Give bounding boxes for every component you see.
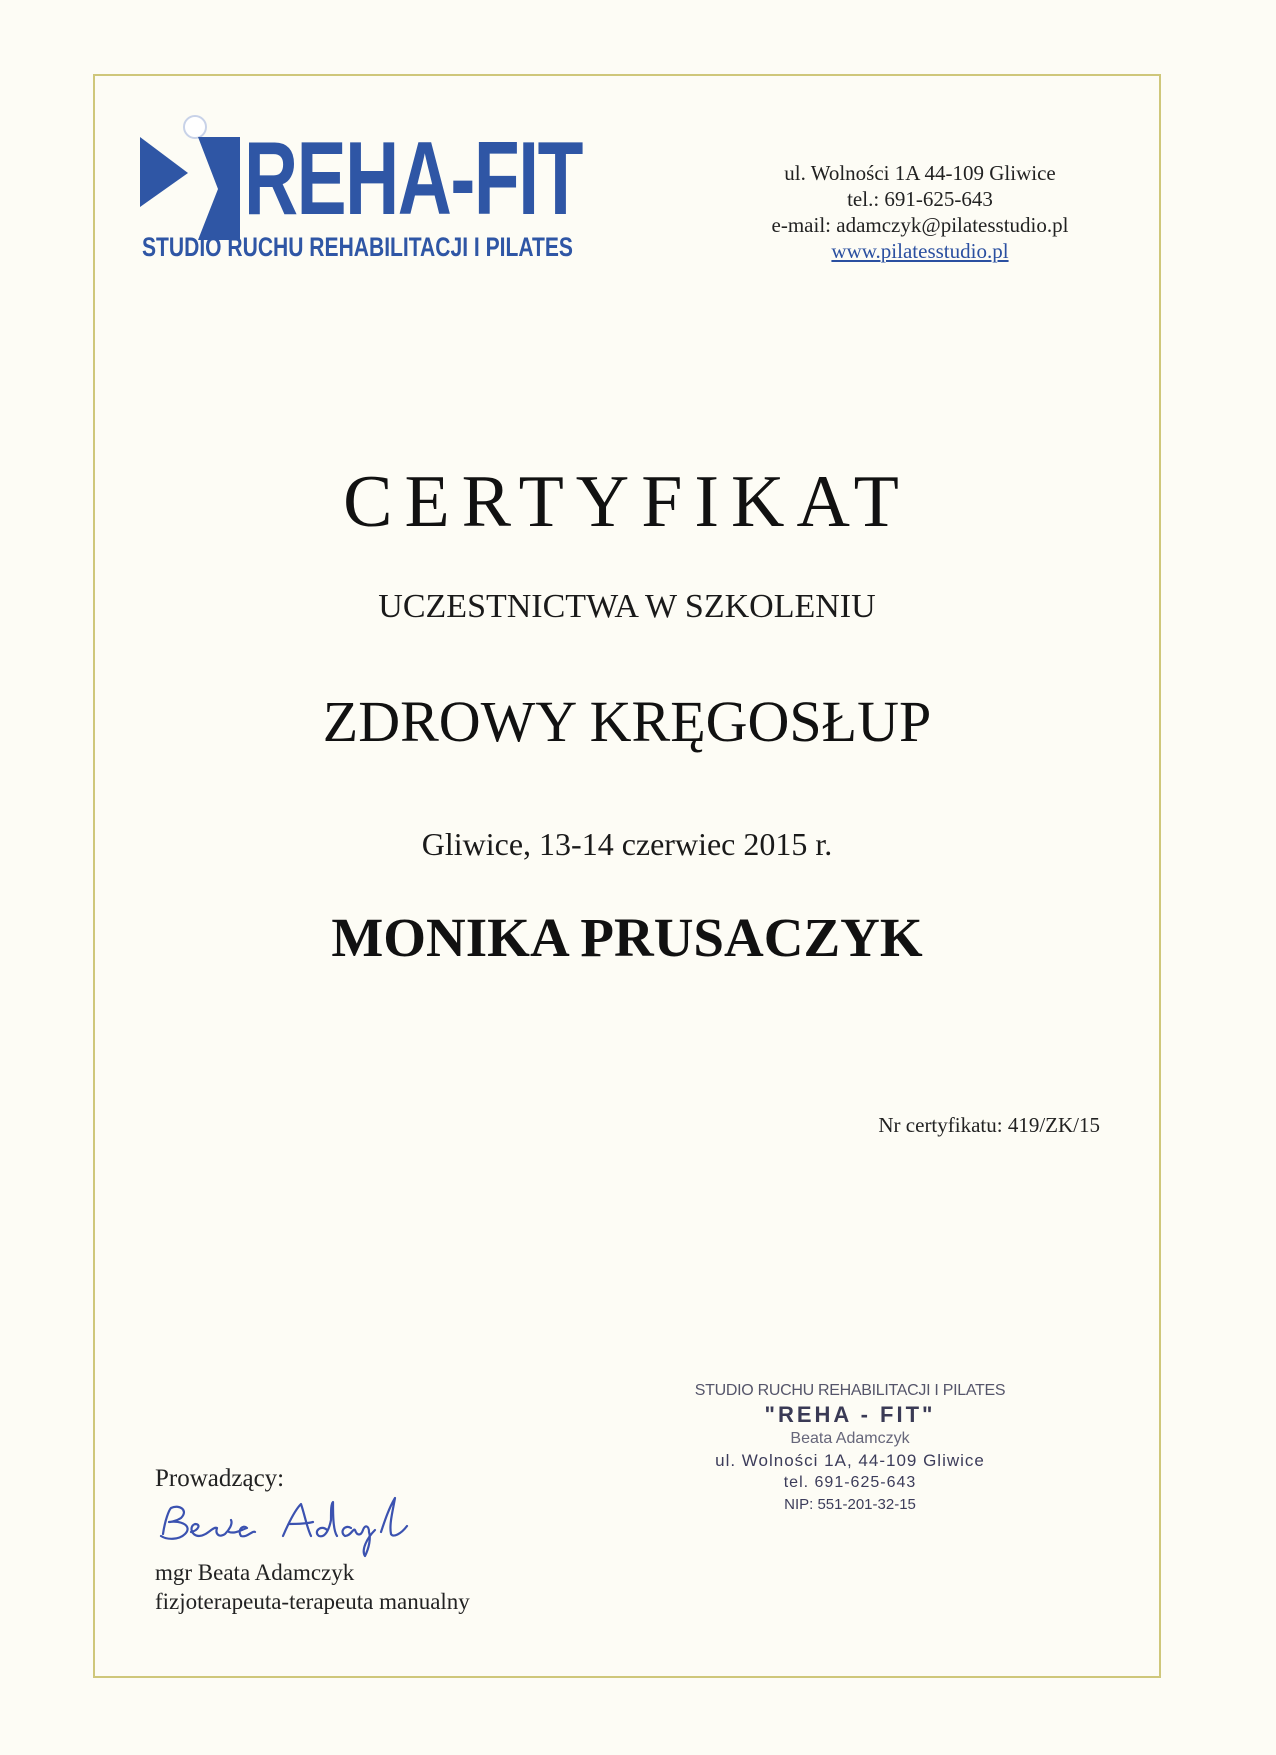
website-link[interactable]: www.pilatesstudio.pl — [831, 239, 1009, 263]
stamp-line: NIP: 551-201-32-15 — [784, 1496, 916, 1513]
logo-tagline: STUDIO RUCHU REHABILITACJI I PILATES — [142, 232, 573, 262]
stamp-line: STUDIO RUCHU REHABILITACJI I PILATES — [694, 1382, 1006, 1399]
course-name: ZDROWY KRĘGOSŁUP — [322, 689, 932, 754]
participant-name: MONIKA PRUSACZYK — [331, 907, 923, 968]
stamp-line: tel. 691-625-643 — [783, 1474, 917, 1491]
email: e-mail: adamczyk@pilatesstudio.pl — [771, 213, 1069, 237]
address: ul. Wolności 1A 44-109 Gliwice — [784, 161, 1056, 185]
lead-label: Prowadzący: — [155, 1465, 285, 1492]
logo-wordmark: REHA-FIT — [244, 121, 582, 237]
reha-fit-logo — [140, 115, 600, 265]
place-date: Gliwice, 13-14 czerwiec 2015 r. — [421, 826, 833, 862]
stamp-line: "REHA - FIT" — [764, 1402, 936, 1427]
company-stamp — [680, 1380, 1020, 1516]
signatory-role: fizjoterapeuta-terapeuta manualny — [155, 1589, 470, 1614]
certificate-subtitle: UCZESTNICTWA W SZKOLENIU — [378, 588, 876, 625]
signatory-name: mgr Beata Adamczyk — [155, 1560, 355, 1585]
signatory-info — [155, 1558, 470, 1616]
figure-icon — [140, 115, 240, 240]
contact-block — [700, 160, 1140, 264]
stamp-line: Beata Adamczyk — [790, 1430, 910, 1447]
certificate-title: CERTYFIKAT — [343, 461, 911, 543]
phone: tel.: 691-625-643 — [847, 187, 993, 211]
certificate-number: Nr certyfikatu: 419/ZK/15 — [878, 1113, 1100, 1137]
stamp-line: ul. Wolności 1A, 44-109 Gliwice — [715, 1451, 985, 1470]
handwritten-signature — [155, 1490, 415, 1560]
